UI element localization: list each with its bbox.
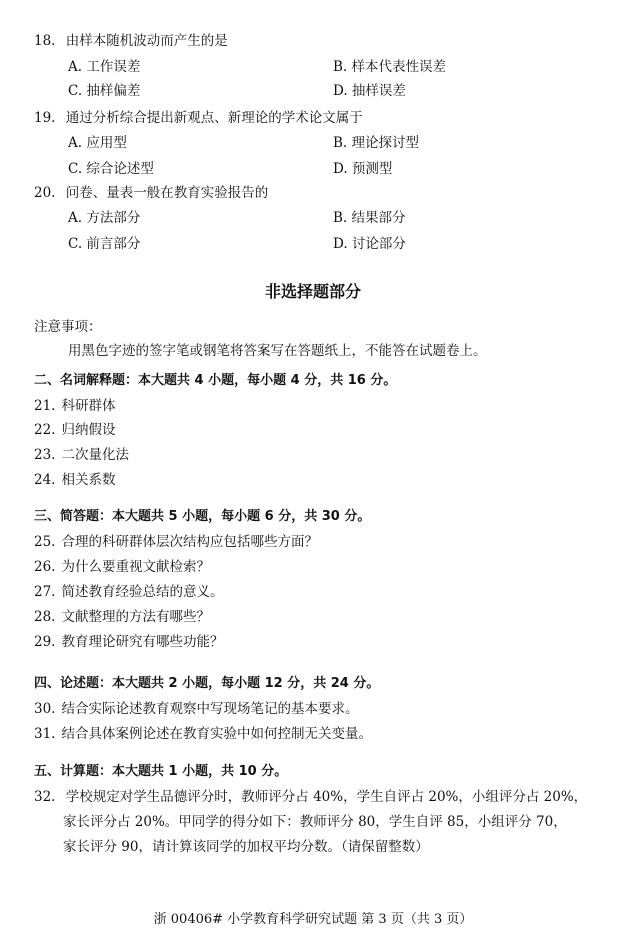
question-text-line-1: 学校规定对学生品德评分时，教师评分占 40%，学生自评占 20%，小组评分占 20%， (65, 789, 588, 805)
section-3-header: 三、简答题：本大题共 5 小题，每小题 6 分，共 30 分。 (34, 509, 371, 524)
question-number: 22. (34, 422, 56, 438)
question-25 (34, 533, 318, 551)
option-b: B. 结果部分 (333, 210, 406, 226)
option-b: B. 样本代表性误差 (333, 59, 447, 75)
question-text: 合理的科研群体层次结构应包括哪些方面？ (61, 534, 318, 550)
question-number: 27. (34, 584, 56, 600)
section-4-header: 四、论述题：本大题共 2 小题，每小题 12 分，共 24 分。 (34, 676, 380, 691)
option-a: A. 方法部分 (68, 210, 141, 226)
question-number: 30. (34, 701, 56, 717)
section-5-header: 五、计算题：本大题共 1 小题，共 10 分。 (34, 764, 288, 779)
question-number: 24. (34, 472, 56, 488)
option-c: C. 抽样偏差 (68, 83, 141, 99)
option-a: A. 工作误差 (68, 59, 141, 75)
question-number: 28. (34, 609, 56, 625)
section-2-header: 二、名词解释题：本大题共 4 小题，每小题 4 分，共 16 分。 (34, 373, 397, 388)
question-32 (34, 788, 587, 806)
option-c: C. 综合论述型 (68, 161, 154, 177)
question-number: 26. (34, 559, 56, 575)
notice-text: 用黑色字迹的签字笔或钢笔将答案写在答题纸上，不能答在试题卷上。 (68, 343, 487, 359)
question-text: 二次量化法 (61, 447, 129, 463)
question-30 (34, 700, 358, 718)
question-28 (34, 608, 210, 626)
question-text: 简述教育经验总结的意义。 (61, 584, 224, 600)
question-18-stem (34, 32, 228, 50)
question-text: 教育理论研究有哪些功能？ (61, 634, 224, 650)
question-text: 文献整理的方法有哪些？ (61, 609, 210, 625)
question-text: 相关系数 (61, 472, 116, 488)
question-text: 结合具体案例论述在教育实验中如何控制无关变量。 (61, 726, 372, 742)
section-title: 非选择题部分 (264, 282, 361, 301)
question-number: 19. (34, 110, 56, 126)
option-b: B. 理论探讨型 (333, 135, 420, 151)
option-a: A. 应用型 (68, 135, 127, 151)
question-22 (34, 421, 115, 439)
question-20-stem (34, 184, 268, 202)
question-19-stem (34, 109, 363, 127)
question-text: 结合实际论述教育观察中写现场笔记的基本要求。 (61, 701, 359, 717)
question-number: 21. (34, 398, 56, 414)
question-21 (34, 397, 115, 415)
question-number: 29. (34, 634, 56, 650)
option-d: D. 讨论部分 (333, 236, 406, 252)
question-text-line-3: 家长评分 90，请计算该同学的加权平均分数。（请保留整数） (63, 839, 429, 855)
question-31 (34, 725, 372, 743)
question-number: 32. (34, 789, 56, 805)
question-24 (34, 471, 115, 489)
question-27 (34, 583, 223, 601)
option-d: D. 抽样误差 (333, 83, 406, 99)
question-26 (34, 558, 210, 576)
question-text: 科研群体 (61, 398, 116, 414)
question-text: 由样本随机波动而产生的是 (65, 33, 228, 49)
question-number: 20. (34, 185, 56, 201)
question-text-line-2: 家长评分占 20%。甲同学的得分如下：教师评分 80，学生自评 85，小组评分 70， (63, 814, 567, 830)
question-number: 18. (34, 33, 56, 49)
option-c: C. 前言部分 (68, 236, 141, 252)
question-text: 通过分析综合提出新观点、新理论的学术论文属于 (65, 110, 363, 126)
question-number: 25. (34, 534, 56, 550)
page-footer: 浙 00406# 小学教育科学研究试题 第 3 页（共 3 页） (153, 912, 473, 927)
question-29 (34, 633, 223, 651)
option-d: D. 预测型 (333, 161, 393, 177)
question-number: 31. (34, 726, 56, 742)
question-text: 归纳假设 (61, 422, 116, 438)
question-23 (34, 446, 129, 464)
question-text: 问卷、量表一般在教育实验报告的 (65, 185, 269, 201)
notice-label: 注意事项： (34, 319, 102, 335)
question-number: 23. (34, 447, 56, 463)
question-text: 为什么要重视文献检索？ (61, 559, 210, 575)
